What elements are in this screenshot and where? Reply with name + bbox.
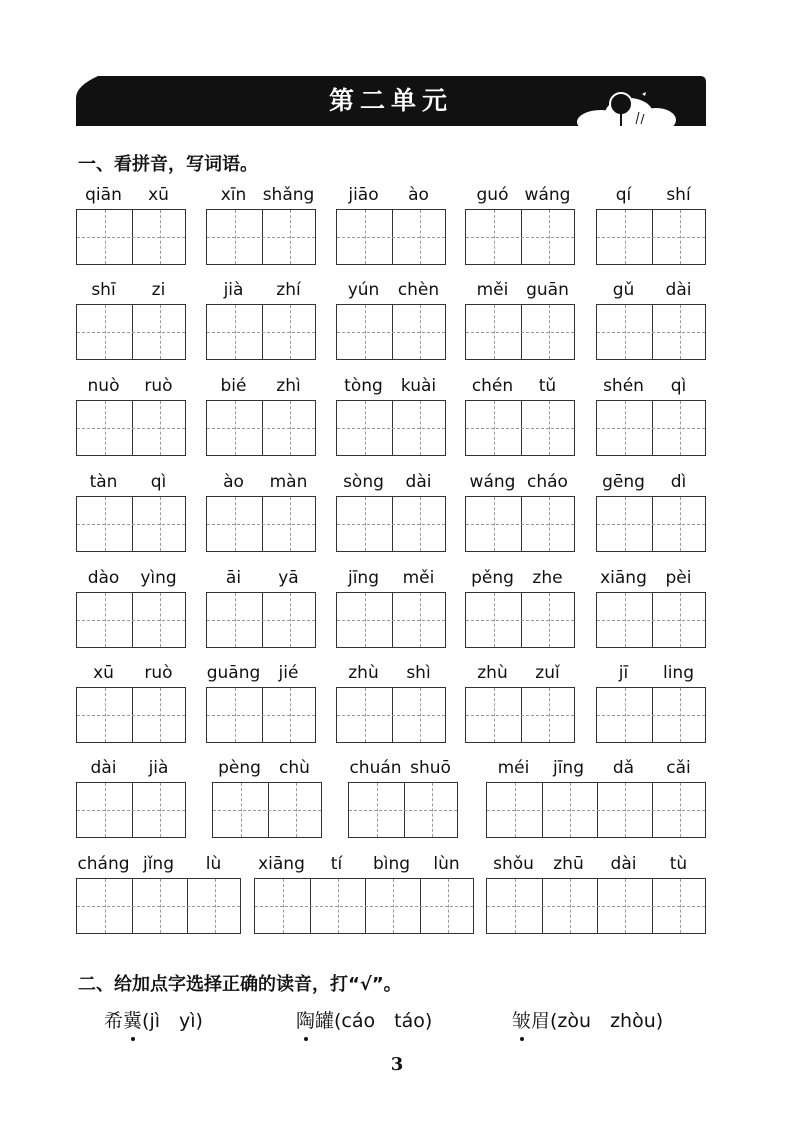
writing-box — [76, 687, 186, 743]
pinyin-label: jīng — [552, 758, 584, 778]
writing-box — [596, 496, 706, 552]
writing-box — [486, 782, 706, 838]
writing-box — [206, 592, 316, 648]
emphasis-dot-icon — [131, 1037, 135, 1041]
writing-box — [465, 592, 575, 648]
pinyin-label: xiāng — [600, 568, 647, 588]
pinyin-label: āi — [225, 568, 242, 588]
choice-text: 希 — [104, 1010, 124, 1032]
page-number: 3 — [390, 1054, 404, 1075]
pinyin-label: xīn — [220, 185, 247, 205]
pinyin-label: gēng — [602, 472, 645, 492]
writing-box — [336, 687, 446, 743]
pinyin-label: méi — [497, 758, 530, 778]
writing-box — [212, 782, 322, 838]
pinyin-label: wáng — [469, 472, 516, 492]
writing-box — [596, 209, 706, 265]
pinyin-label: jià — [223, 280, 244, 300]
writing-box — [206, 209, 316, 265]
writing-box — [254, 878, 474, 934]
pinyin-label: ào — [408, 185, 429, 205]
writing-box — [465, 687, 575, 743]
pinyin-label: bìng — [372, 854, 411, 874]
writing-box — [76, 496, 186, 552]
pinyin-label: pěng — [471, 568, 514, 588]
pinyin-label: xū — [148, 185, 169, 205]
pinyin-label: qí — [615, 185, 632, 205]
pinyin-label: zhe — [532, 568, 563, 588]
pinyin-label: yìng — [140, 568, 177, 588]
pinyin-label: cǎi — [666, 758, 691, 778]
pinyin-label: shǎng — [262, 185, 315, 205]
writing-box — [336, 209, 446, 265]
pinyin-label: yún — [347, 280, 380, 300]
writing-box — [76, 400, 186, 456]
pinyin-label: chuán — [349, 758, 402, 778]
pinyin-label: ào — [223, 472, 244, 492]
dotted-char — [123, 1006, 142, 1033]
writing-box — [76, 209, 186, 265]
pinyin-label: dǎ — [612, 758, 635, 778]
writing-box — [465, 496, 575, 552]
pinyin-label: shì — [406, 663, 431, 683]
writing-box — [76, 782, 186, 838]
pinyin-label: zhù — [477, 663, 508, 683]
writing-box — [596, 687, 706, 743]
pinyin-label: guāng — [206, 663, 261, 683]
pinyin-label: jīng — [347, 568, 379, 588]
unit-title: 第二单元 — [328, 86, 453, 115]
writing-box — [465, 400, 575, 456]
writing-box — [206, 687, 316, 743]
pinyin-label: zuǐ — [535, 663, 560, 683]
pinyin-label: měi — [476, 280, 509, 300]
section1-title: 一、看拼音，写词语。 — [78, 154, 258, 175]
pinyin-label: wáng — [524, 185, 571, 205]
pinyin-label: tí — [330, 854, 343, 874]
pinyin-label: jǐng — [142, 854, 174, 874]
writing-box — [76, 878, 241, 934]
pinyin-label: jié — [278, 663, 299, 683]
dotted-char-text: 陶 — [296, 1010, 316, 1032]
pinyin-label: ling — [662, 663, 694, 683]
pinyin-label: cháng — [77, 854, 130, 874]
writing-box — [348, 782, 458, 838]
choice-options: (jì yì) — [142, 1010, 203, 1032]
writing-box — [336, 400, 446, 456]
pinyin-label: tòng — [344, 376, 383, 396]
pinyin-label: guó — [476, 185, 509, 205]
pinyin-label: bié — [220, 376, 247, 396]
writing-box — [336, 304, 446, 360]
pinyin-label: lù — [205, 854, 222, 874]
pinyin-label: ruò — [144, 376, 173, 396]
unit-banner — [76, 76, 706, 126]
pinyin-label: shén — [603, 376, 644, 396]
dotted-char — [296, 1006, 315, 1033]
emphasis-dot-icon — [520, 1037, 524, 1041]
pinyin-label: chù — [279, 758, 310, 778]
pinyin-label: jiāo — [348, 185, 379, 205]
pinyin-label: tù — [669, 854, 688, 874]
pinyin-label: shuō — [410, 758, 451, 778]
writing-box — [206, 496, 316, 552]
pinyin-label: dài — [610, 854, 637, 874]
pinyin-label: zhì — [276, 376, 301, 396]
choice-item-3 — [512, 1006, 663, 1033]
pinyin-label: shǒu — [493, 854, 534, 874]
choice-item-2 — [296, 1006, 432, 1033]
pinyin-label: gǔ — [612, 280, 635, 300]
pinyin-label: zhí — [276, 280, 301, 300]
pinyin-label: pèi — [665, 568, 692, 588]
dotted-char-text: 冀 — [123, 1010, 143, 1032]
choice-options: 眉(zòu zhòu) — [531, 1010, 664, 1032]
pinyin-label: tǔ — [538, 376, 557, 396]
writing-box — [596, 592, 706, 648]
pinyin-label: xū — [93, 663, 114, 683]
pinyin-label: dào — [87, 568, 120, 588]
pinyin-label: nuò — [87, 376, 120, 396]
dotted-char — [512, 1006, 531, 1033]
pinyin-label: guān — [526, 280, 569, 300]
pinyin-label: qì — [150, 472, 167, 492]
pinyin-label: jià — [148, 758, 169, 778]
pinyin-label: sòng — [343, 472, 384, 492]
pinyin-label: màn — [269, 472, 308, 492]
writing-box — [465, 304, 575, 360]
pinyin-label: pèng — [218, 758, 261, 778]
pinyin-label: shí — [666, 185, 691, 205]
pinyin-label: jī — [618, 663, 629, 683]
pinyin-label: shī — [91, 280, 116, 300]
pinyin-label: qiān — [85, 185, 122, 205]
pinyin-label: dài — [90, 758, 117, 778]
pinyin-label: ruò — [144, 663, 173, 683]
pinyin-label: měi — [402, 568, 435, 588]
pinyin-label: tàn — [89, 472, 118, 492]
writing-box — [596, 304, 706, 360]
dotted-char-text: 皱 — [512, 1010, 532, 1032]
pinyin-label: dì — [670, 472, 687, 492]
pinyin-label: zhū — [553, 854, 584, 874]
pinyin-label: zi — [151, 280, 166, 300]
writing-box — [76, 592, 186, 648]
pinyin-label: xiāng — [258, 854, 305, 874]
choice-item-1 — [104, 1006, 203, 1033]
writing-box — [596, 400, 706, 456]
writing-box — [206, 304, 316, 360]
writing-box — [336, 496, 446, 552]
writing-box — [336, 592, 446, 648]
writing-box — [206, 400, 316, 456]
pinyin-label: zhù — [348, 663, 379, 683]
writing-box — [465, 209, 575, 265]
pinyin-label: kuài — [400, 376, 437, 396]
pinyin-label: qì — [670, 376, 687, 396]
pinyin-label: chén — [471, 376, 514, 396]
pinyin-label: cháo — [527, 472, 568, 492]
pinyin-label: lùn — [433, 854, 460, 874]
pinyin-label: chèn — [397, 280, 440, 300]
emphasis-dot-icon — [304, 1037, 308, 1041]
writing-box — [76, 304, 186, 360]
pinyin-label: dài — [665, 280, 692, 300]
pinyin-label: yā — [278, 568, 299, 588]
choice-options: 罐(cáo táo) — [315, 1010, 433, 1032]
writing-box — [486, 878, 706, 934]
section2-title: 二、给加点字选择正确的读音，打“√”。 — [78, 974, 402, 995]
pinyin-label: dài — [405, 472, 432, 492]
